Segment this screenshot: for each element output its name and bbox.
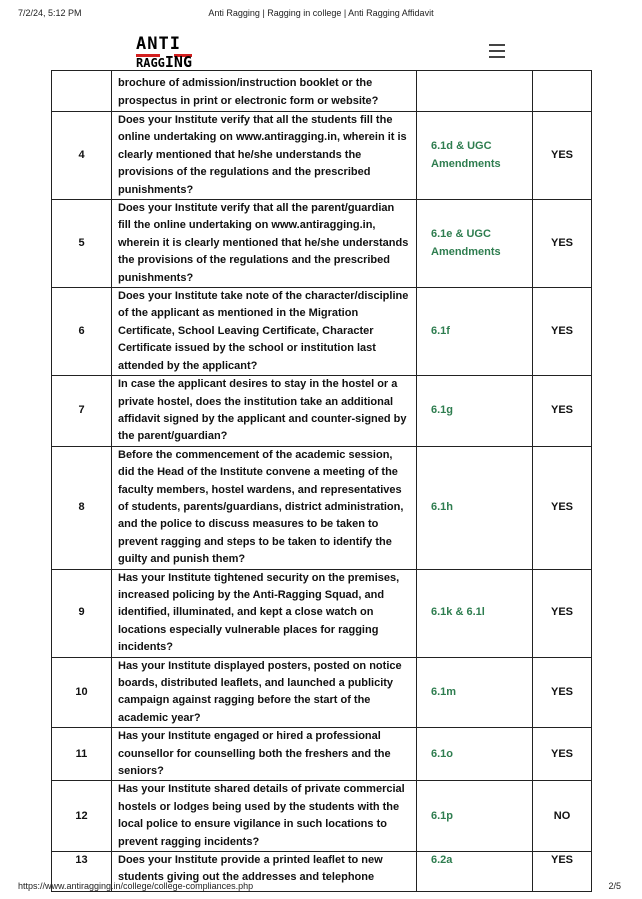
row-reference bbox=[417, 71, 533, 112]
row-reference: 6.1f bbox=[417, 288, 533, 376]
logo-line-anti: ANTI bbox=[136, 34, 181, 54]
row-number: 9 bbox=[52, 569, 112, 657]
row-question: Has your Institute tightened security on the premises, increased policing by the Anti-Ragging Squad, and identified, illuminated, and kept a close watch on locations especially vulnerable places for ragging incidents? bbox=[112, 569, 417, 657]
table-row bbox=[52, 657, 592, 728]
row-answer: YES bbox=[533, 657, 592, 728]
row-number: 11 bbox=[52, 728, 112, 781]
row-answer: YES bbox=[533, 446, 592, 569]
row-answer: YES bbox=[533, 288, 592, 376]
row-reference: 6.1h bbox=[417, 446, 533, 569]
row-reference: 6.1m bbox=[417, 657, 533, 728]
table-row bbox=[52, 71, 592, 112]
row-number: 6 bbox=[52, 288, 112, 376]
row-answer: YES bbox=[533, 852, 592, 892]
row-answer: YES bbox=[533, 569, 592, 657]
logo-line-ragging bbox=[136, 53, 192, 71]
row-number: 8 bbox=[52, 446, 112, 569]
row-number bbox=[52, 71, 112, 112]
row-question: brochure of admission/instruction booklet or the prospectus in print or electronic form or website? bbox=[112, 71, 417, 112]
row-question: In case the applicant desires to stay in the hostel or a private hostel, does the institution take an additional affidavit signed by the applicant and counter-signed by the parent/guardian? bbox=[112, 376, 417, 447]
row-question: Does your Institute take note of the character/discipline of the applicant as mentioned in the Migration Certificate, School Leaving Certificate, Character Certificate issued by the school or institution last attended by the applicant? bbox=[112, 288, 417, 376]
table-row bbox=[52, 112, 592, 200]
row-number: 13 bbox=[52, 852, 112, 892]
row-answer: YES bbox=[533, 376, 592, 447]
row-answer: YES bbox=[533, 200, 592, 288]
logo-ing: ING bbox=[164, 53, 192, 71]
row-answer: YES bbox=[533, 112, 592, 200]
row-reference: 6.2a bbox=[417, 852, 533, 892]
compliance-table-container bbox=[51, 76, 591, 884]
row-number: 4 bbox=[52, 112, 112, 200]
table-row bbox=[52, 728, 592, 781]
row-answer: YES bbox=[533, 728, 592, 781]
row-reference: 6.1d & UGC Amendments bbox=[417, 112, 533, 200]
row-number: 7 bbox=[52, 376, 112, 447]
row-question: Has your Institute shared details of private commercial hostels or lodges being used by the students with the local police to ensure vigilance in such locations to prevent ragging incidents? bbox=[112, 781, 417, 852]
row-question: Does your Institute verify that all the parent/guardian fill the online undertaking on www.antiragging.in, wherein it is clearly mentioned that he/she understands the provisions of the regulations and the prescribed punishments? bbox=[112, 200, 417, 288]
row-number: 10 bbox=[52, 657, 112, 728]
print-header bbox=[0, 8, 642, 22]
row-number: 5 bbox=[52, 200, 112, 288]
print-date: 7/2/24, 5:12 PM bbox=[18, 8, 82, 18]
hamburger-menu-icon[interactable] bbox=[489, 44, 505, 58]
row-reference: 6.1e & UGC Amendments bbox=[417, 200, 533, 288]
row-answer bbox=[533, 71, 592, 112]
row-reference: 6.1k & 6.1l bbox=[417, 569, 533, 657]
row-number: 12 bbox=[52, 781, 112, 852]
row-reference: 6.1p bbox=[417, 781, 533, 852]
table-row bbox=[52, 446, 592, 569]
table-row bbox=[52, 569, 592, 657]
row-question: Does your Institute provide a printed leaflet to new students giving out the addresses and telephone bbox=[112, 852, 417, 892]
footer-page-number: 2/5 bbox=[608, 881, 621, 891]
row-question: Does your Institute verify that all the students fill the online undertaking on www.antiragging.in, wherein it is clearly mentioned that he/she understands the provisions of the regulations and the prescribed punishments? bbox=[112, 112, 417, 200]
table-row bbox=[52, 376, 592, 447]
compliance-table bbox=[51, 70, 592, 892]
row-question: Has your Institute displayed posters, posted on notice boards, distributed leaflets, and launched a publicity campaign against ragging before the start of the academic year? bbox=[112, 657, 417, 728]
table-row bbox=[52, 781, 592, 852]
print-title: Anti Ragging | Ragging in college | Anti Ragging Affidavit bbox=[208, 8, 434, 18]
logo-ragg: RAGG bbox=[136, 56, 165, 70]
row-question: Has your Institute engaged or hired a professional counsellor for counselling both the freshers and the seniors? bbox=[112, 728, 417, 781]
table-row bbox=[52, 288, 592, 376]
row-question: Before the commencement of the academic session, did the Head of the Institute convene a meeting of the faculty members, hostel wardens, and representatives of students, parents/guardians, district administration, and the police to discuss measures to be taken to prevent ragging and steps to be taken to identify the guilty and punish them? bbox=[112, 446, 417, 569]
footer-url: https://www.antiragging.in/college/college-compliances.php bbox=[18, 881, 254, 891]
row-reference: 6.1g bbox=[417, 376, 533, 447]
anti-ragging-logo[interactable] bbox=[136, 36, 196, 70]
row-reference: 6.1o bbox=[417, 728, 533, 781]
row-answer: NO bbox=[533, 781, 592, 852]
table-row bbox=[52, 200, 592, 288]
